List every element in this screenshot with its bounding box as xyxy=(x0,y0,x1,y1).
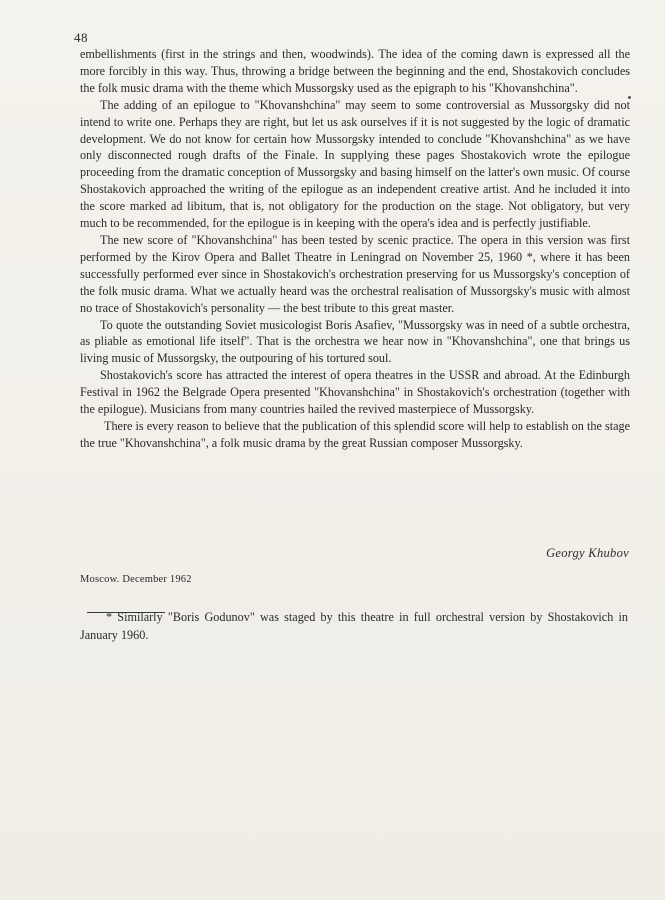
author-signature: Georgy Khubov xyxy=(546,546,629,560)
dateline: Moscow. December 1962 xyxy=(80,574,192,585)
paragraph-6: There is every reason to believe that the publication of this splendid score will help to establish on the stage the true "Khovanshchina", a folk music drama by the great Russian composer Mussorgsky. xyxy=(80,418,630,450)
paragraph-4: To quote the outstanding Soviet musicologist Boris Asafiev, "Mussorgsky was in need of a subtle orchestra, as pliable as emotional life itself". That is the orchestra we hear now in "Khovanshchina", one that brings us living music of Mussorgsky, the outpouring of his tortured soul. xyxy=(80,317,630,366)
footnote-text: * Similarly "Boris Godunov" was staged by this theatre in full orchestral version by Shostakovich in January 1960. xyxy=(80,610,628,642)
paragraph-2: The adding of an epilogue to "Khovanshchina" may seem to some controversial as Mussorgsky did not intend to write one. Perhaps they are right, but let us ask ourselves if it is not suggested by the logic of dramatic development. We do not know for certain how Mussorgsky intended to conclude "Khovanshchina" as we have only disconnected rough drafts of the Finale. In supplying these pages Shostakovich wrote the epilogue proceeding from the dramatic conception of Mussorgsky and basing himself on the latter's own music. Of course Shostakovich approached the writing of the epilogue as an independent creative artist. And he included it into the score marked ad libitum, that is, not obligatory for the production on the stage. Not obligatory, but very much to be recommended, for the epilogue is in keeping with the opera's idea and is perfectly justifiable. xyxy=(80,97,630,231)
paragraph-1: embellishments (first in the strings and then, woodwinds). The idea of the coming dawn is expressed all the more forcibly in this way. Thus, throwing a bridge between the beginning and the end, Shostakovich concludes the folk music drama with the theme which Mussorgsky used as the epigraph to his "Khovanshchina". xyxy=(80,47,630,95)
paragraph-3: The new score of "Khovanshchina" has been tested by scenic practice. The opera in this version was first performed by the Kirov Opera and Ballet Theatre in Leningrad on November 25, 1960 *, where it has been successfully performed ever since in Shostakovich's orchestration preserving for us Mussorgsky's conception of the folk music drama. What we actually heard was the orchestral realisation of Mussorgsky's music with almost no trace of Shostakovich's personality — the best tribute to this great master. xyxy=(80,232,630,315)
footnote xyxy=(80,608,628,644)
paragraph-5: Shostakovich's score has attracted the interest of opera theatres in the USSR and abroad. At the Edinburgh Festival in 1962 the Belgrade Opera presented "Khovanshchina" in Shostakovich's orchestration (together with the epilogue). Musicians from many countries hailed the revived masterpiece of Mussorgsky. xyxy=(80,368,630,417)
article-body xyxy=(80,46,630,452)
page-number: 48 xyxy=(74,30,88,45)
